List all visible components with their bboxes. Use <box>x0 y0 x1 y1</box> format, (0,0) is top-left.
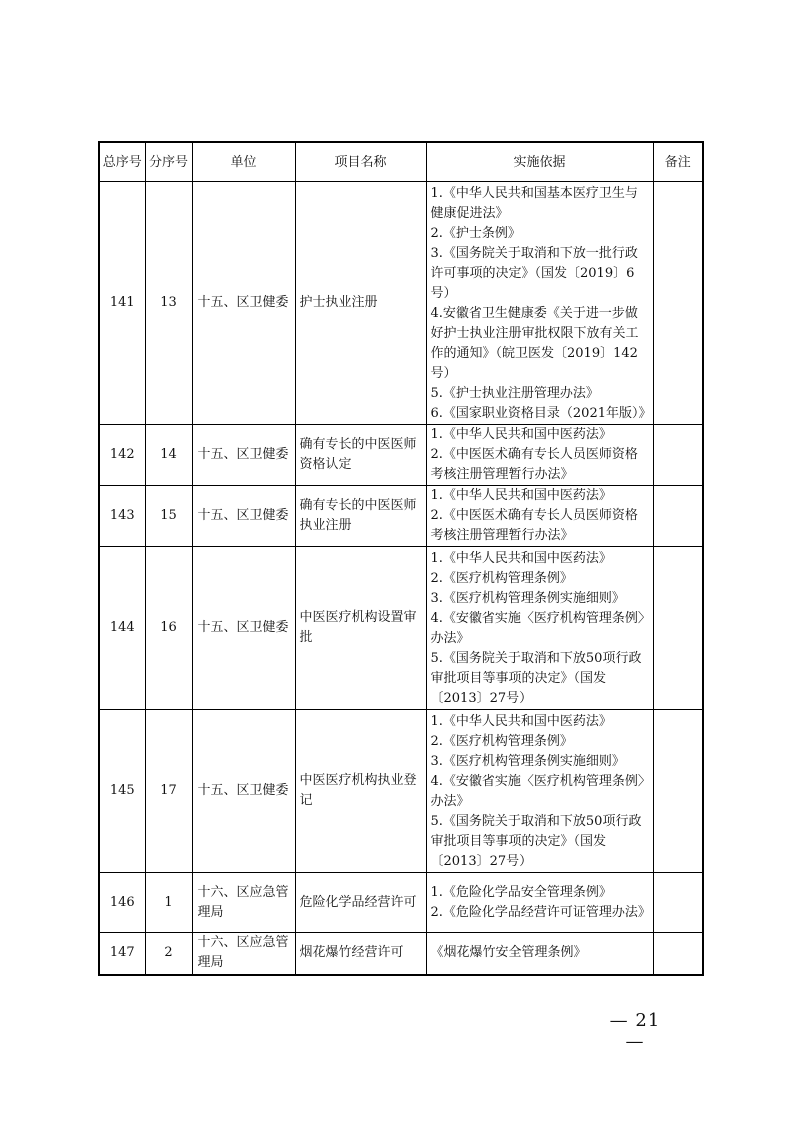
table-row <box>99 182 703 425</box>
basis-cell <box>426 710 653 873</box>
item-name-cell: 危险化学品经营许可 <box>295 873 426 933</box>
basis-line: 4.《安徽省实施〈医疗机构管理条例〉办法》 <box>430 774 645 809</box>
basis-line: 《烟花爆竹安全管理条例》 <box>430 945 587 961</box>
total-number-cell: 141 <box>99 182 145 425</box>
table-body <box>99 182 703 975</box>
note-cell <box>653 486 703 547</box>
total-number-cell: 144 <box>99 547 145 710</box>
basis-line: 1.《中华人民共和国中医药法》 <box>430 427 612 442</box>
basis-line: 3.《医疗机构管理条例实施细则》 <box>430 591 625 606</box>
basis-line: 4.《安徽省实施〈医疗机构管理条例〉办法》 <box>430 611 645 646</box>
basis-line: 1.《中华人民共和国中医药法》 <box>430 488 612 503</box>
basis-line: 5.《国务院关于取消和下放50项行政审批项目等事项的决定》（国发〔2013〕27号） <box>430 814 642 869</box>
total-number-cell: 145 <box>99 710 145 873</box>
basis-line: 2.《危险化学品经营许可证管理办法》 <box>430 904 651 920</box>
note-cell <box>653 425 703 486</box>
item-name-cell: 中医医疗机构执业登记 <box>295 710 426 873</box>
basis-line: 2.《中医医术确有专长人员医师资格考核注册管理暂行办法》 <box>430 508 638 543</box>
table-row <box>99 486 703 547</box>
item-name-cell: 确有专长的中医医师执业注册 <box>295 486 426 547</box>
header-basis: 实施依据 <box>426 142 653 182</box>
header-note: 备注 <box>653 142 703 182</box>
basis-line: 4.安徽省卫生健康委《关于进一步做好护士执业注册审批权限下放有关工作的通知》（皖卫医发〔2019〕142号） <box>430 306 639 381</box>
unit-cell: 十六、区应急管理局 <box>192 873 295 933</box>
table-row <box>99 425 703 486</box>
item-name-cell: 确有专长的中医医师资格认定 <box>295 425 426 486</box>
basis-line: 1.《危险化学品安全管理条例》 <box>430 884 612 900</box>
sub-number-cell: 17 <box>145 710 192 873</box>
header-unit: 单位 <box>192 142 295 182</box>
total-number-cell: 143 <box>99 486 145 547</box>
note-cell <box>653 710 703 873</box>
basis-line: 2.《医疗机构管理条例》 <box>430 571 573 586</box>
basis-line: 3.《国务院关于取消和下放一批行政许可事项的决定》（国发〔2019〕6号） <box>430 246 638 301</box>
table-row <box>99 547 703 710</box>
note-cell <box>653 547 703 710</box>
note-cell <box>653 182 703 425</box>
header-total-no: 总序号 <box>99 142 145 182</box>
unit-cell: 十五、区卫健委 <box>192 710 295 873</box>
sub-number-cell: 2 <box>145 933 192 975</box>
sub-number-cell: 13 <box>145 182 192 425</box>
header-sub-no: 分序号 <box>145 142 192 182</box>
basis-line: 1.《中华人民共和国中医药法》 <box>430 714 612 729</box>
item-name-cell: 烟花爆竹经营许可 <box>295 933 426 975</box>
table-header-row <box>99 142 703 182</box>
basis-line: 1.《中华人民共和国中医药法》 <box>430 551 612 566</box>
basis-cell <box>426 486 653 547</box>
table-row <box>99 710 703 873</box>
basis-cell <box>426 425 653 486</box>
unit-cell: 十五、区卫健委 <box>192 547 295 710</box>
sub-number-cell: 15 <box>145 486 192 547</box>
total-number-cell: 146 <box>99 873 145 933</box>
sub-number-cell: 1 <box>145 873 192 933</box>
basis-line: 3.《医疗机构管理条例实施细则》 <box>430 754 625 769</box>
permit-table-container <box>98 141 702 976</box>
basis-line: 1.《中华人民共和国基本医疗卫生与健康促进法》 <box>430 186 638 221</box>
basis-cell <box>426 547 653 710</box>
note-cell <box>653 933 703 975</box>
item-name-cell: 护士执业注册 <box>295 182 426 425</box>
unit-cell: 十五、区卫健委 <box>192 182 295 425</box>
item-name-cell: 中医医疗机构设置审批 <box>295 547 426 710</box>
basis-line: 2.《医疗机构管理条例》 <box>430 734 573 749</box>
unit-cell: 十五、区卫健委 <box>192 425 295 486</box>
note-cell <box>653 873 703 933</box>
sub-number-cell: 16 <box>145 547 192 710</box>
basis-line: 2.《中医医术确有专长人员医师资格考核注册管理暂行办法》 <box>430 447 638 482</box>
table-row <box>99 873 703 933</box>
basis-line: 5.《护士执业注册管理办法》 <box>430 386 599 401</box>
basis-cell <box>426 873 653 933</box>
permit-table <box>98 141 704 976</box>
page-number: — 21 — <box>609 1010 661 1052</box>
unit-cell: 十六、区应急管理局 <box>192 933 295 975</box>
total-number-cell: 147 <box>99 933 145 975</box>
total-number-cell: 142 <box>99 425 145 486</box>
sub-number-cell: 14 <box>145 425 192 486</box>
unit-cell: 十五、区卫健委 <box>192 486 295 547</box>
basis-line: 5.《国务院关于取消和下放50项行政审批项目等事项的决定》（国发〔2013〕27号） <box>430 651 642 706</box>
header-item: 项目名称 <box>295 142 426 182</box>
basis-line: 2.《护士条例》 <box>430 226 521 241</box>
basis-cell <box>426 933 653 975</box>
table-row <box>99 933 703 975</box>
basis-line: 6.《国家职业资格目录（2021年版）》 <box>430 406 652 421</box>
basis-cell <box>426 182 653 425</box>
